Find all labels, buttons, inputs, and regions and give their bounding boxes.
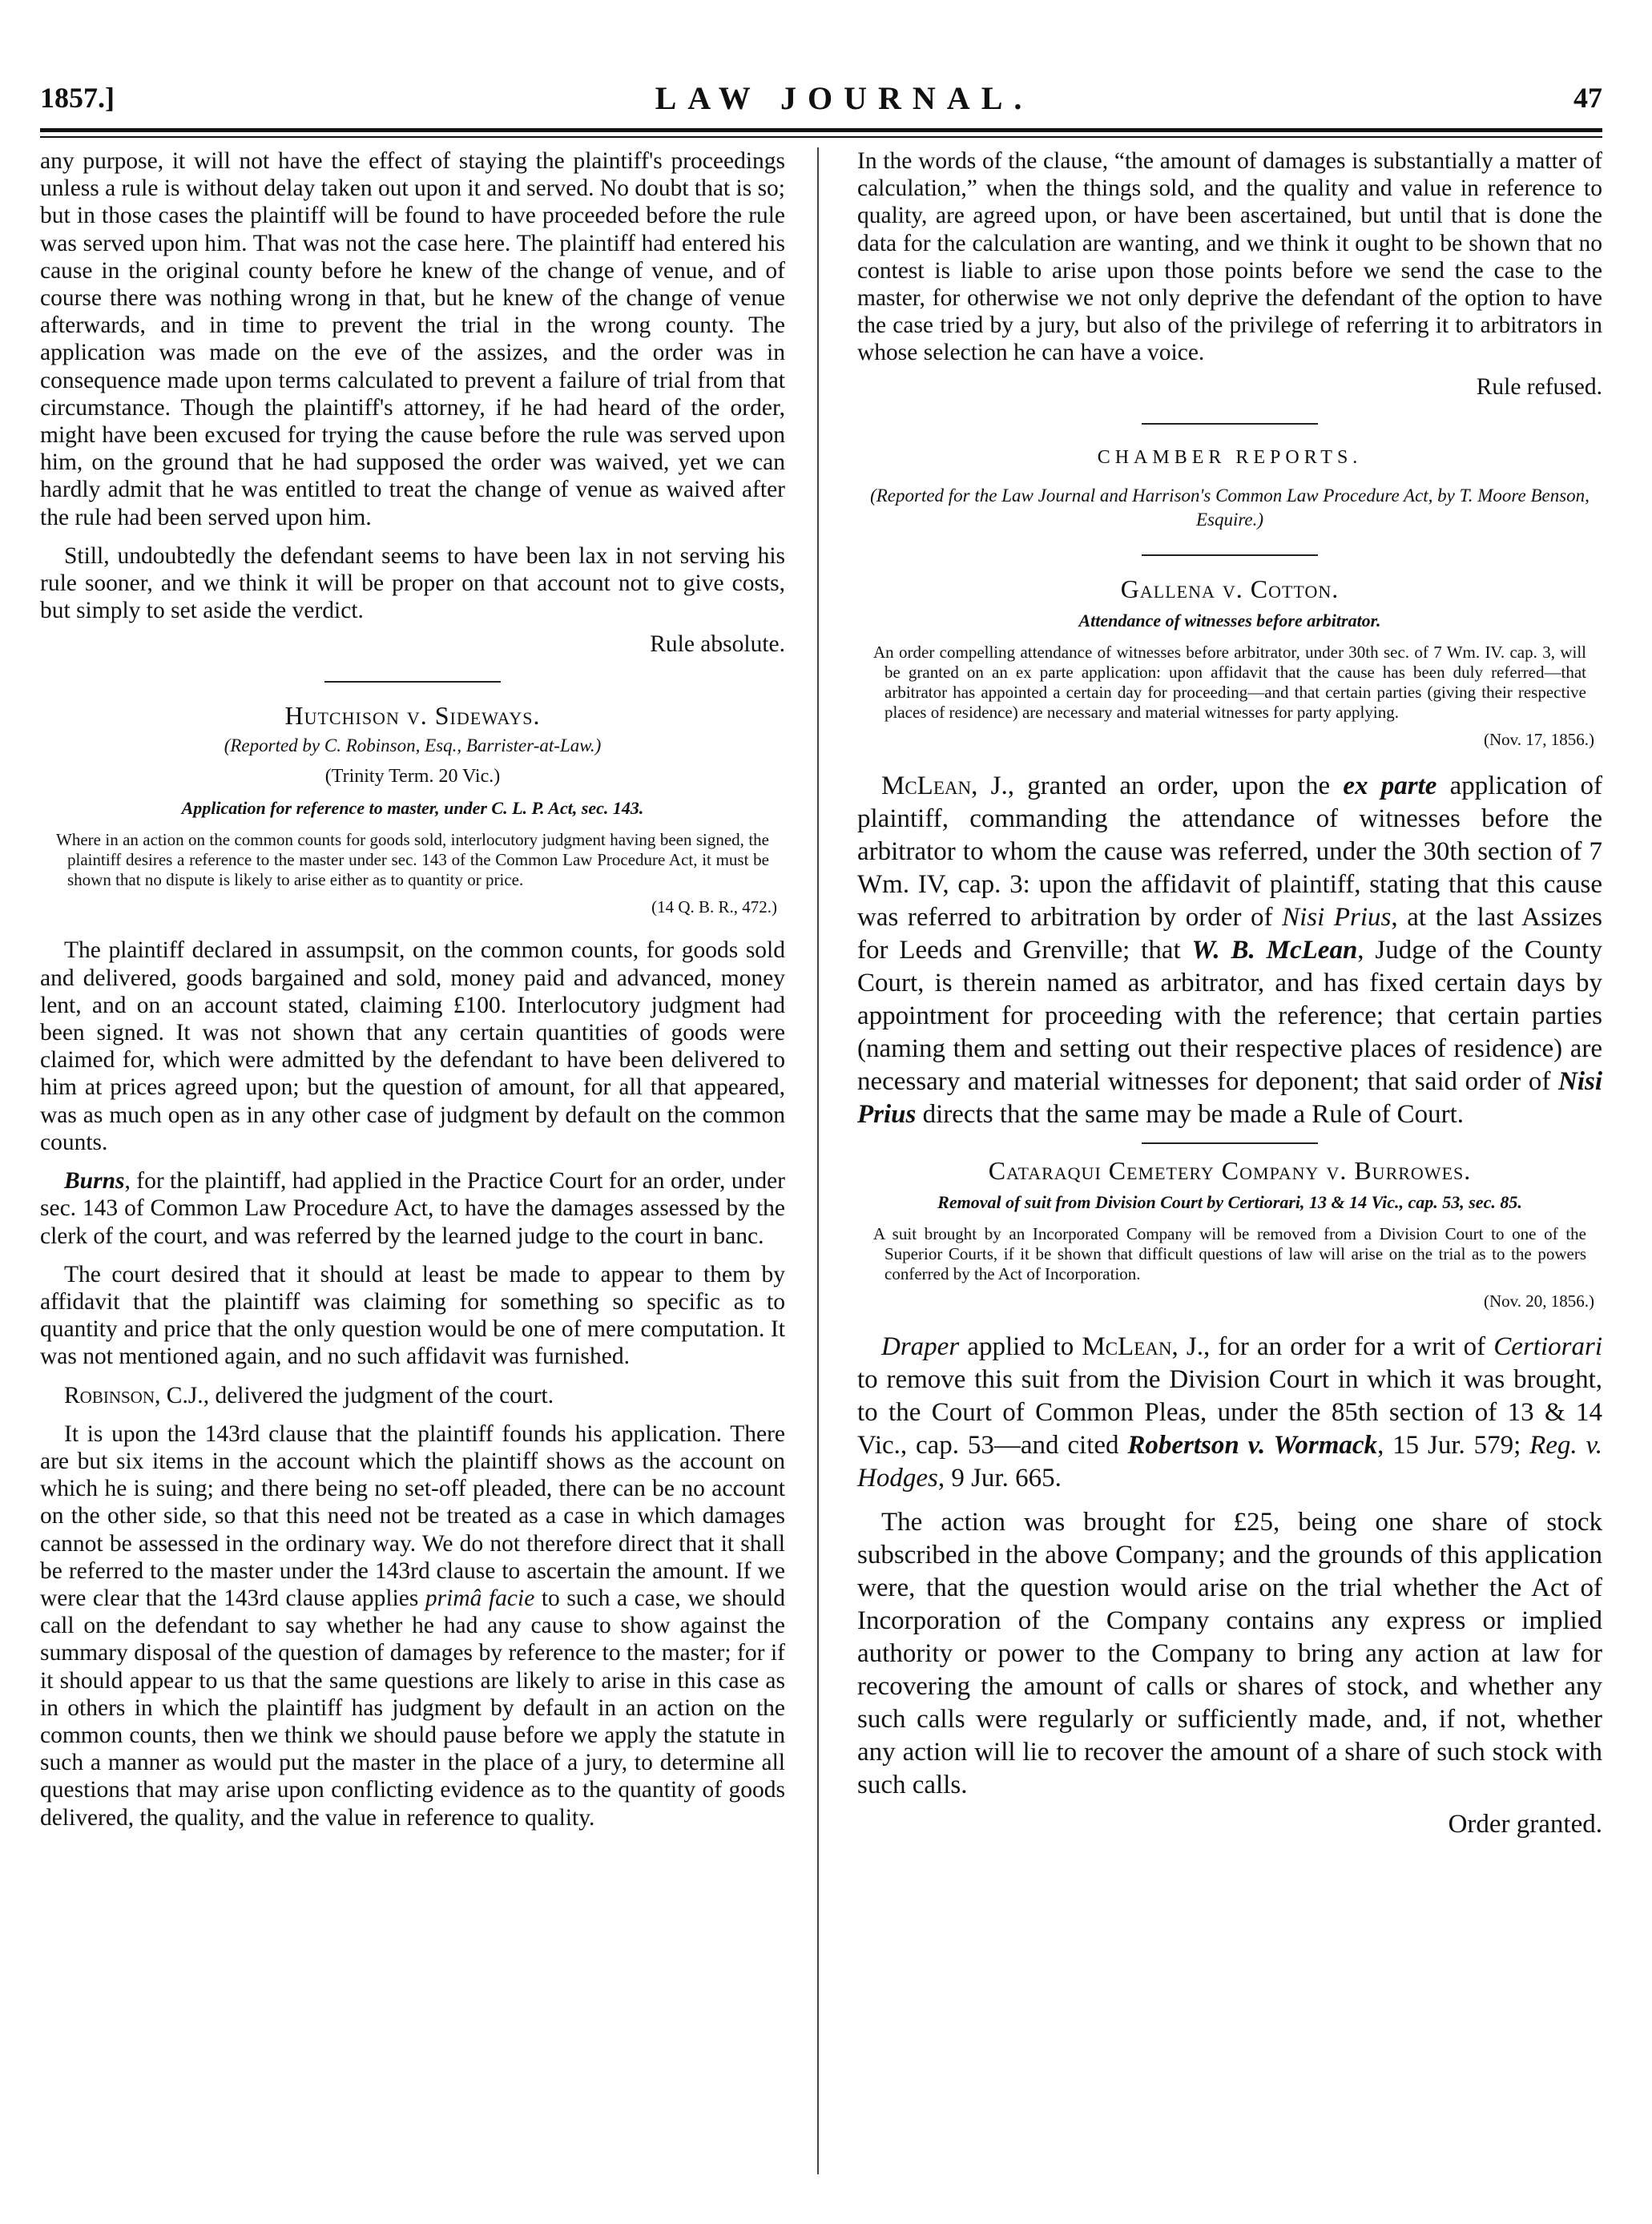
- headnote: An order compelling attendance of witnesses before arbitrator, under 30th sec. of 7 Wm. IV. cap. 3, will be granted on an ex parte application: upon affidavit that the cause has been duly referred—that arbitrator has appointed a certain day for proceeding—and that certain parties (giving their respective places of residence) are necessary and material witnesses for party applying.: [873, 643, 1586, 723]
- judge-name: McLean, J.: [881, 771, 1008, 800]
- paragraph: [857, 1331, 1602, 1495]
- headnote: A suit brought by an Incorporated Company will be removed from a Division Court to one of the Superior Courts, if it be shown that difficult questions of law will arise on the trial as to the powers conferred by the Act of Incorporation.: [873, 1224, 1586, 1284]
- paragraph: Still, undoubtedly the defendant seems to have been lax in not serving his rule sooner, and we think it will be proper on that account not to give costs, but simply to set aside the verdict.: [40, 542, 785, 624]
- paragraph-text: , granted an order, upon the: [1007, 771, 1344, 800]
- paragraph: The court desired that it should at least be made to appear to them by affidavit that the plaintiff was claiming for something so specific as to quantity and price that the only question would be one of mere computation. It was not mentioned again, and no such affidavit was furnished.: [40, 1261, 785, 1370]
- case-subject: Removal of suit from Division Court by Certiorari, 13 & 14 Vic., cap. 53, sec. 85.: [937, 1191, 1522, 1212]
- judge-name: McLean, J.: [1082, 1332, 1203, 1362]
- citation: (14 Q. B. R., 472.): [651, 897, 777, 917]
- counsel-name: Burns: [64, 1168, 125, 1195]
- paragraph-text: , Judge of the County Court, is therein named as arbitrator, and has fixed certain days by appointment for proceeding with the reference; that certain parties (naming them and setting out their respective places of residence) are necessary and material witnesses for deponent; that said order of: [857, 935, 1602, 1096]
- paragraph-text: application of plaintiff, commanding the attendance of witnesses before the arbitrator to whom the cause was referred, under the 30th section of 7 Wm. IV, cap. 3: upon the affidavit of plaintiff, stating that this cause was referred to arbitration by order of: [857, 771, 1603, 932]
- paragraph: The action was brought for £25, being one share of stock subscribed in the above Company; and the grounds of this application were, that the question would arise on the trial whether the Act of Incorporation of the Company contains any express or implied authority or power to the Company to bring any action at law for recovering the amount of calls or shares of stock, and whether any such calls were regularly or sufficiently made, and, if not, whether any action will lie to recover the amount of a share of such stock with such calls.: [857, 1508, 1602, 1800]
- column-divider: [817, 147, 819, 2174]
- case-subject: Attendance of witnesses before arbitrator.: [1078, 610, 1381, 631]
- latin-term: Nisi Prius: [1282, 902, 1392, 932]
- right-column: [857, 147, 1602, 1849]
- case-citation: Reg. v. Hodges: [857, 1431, 1602, 1493]
- headnote: Where in an action on the common counts for goods sold, interlocutory judgment having been signed, the plaintiff desires a reference to the master under sec. 143 of the Common Law Procedure Act, it must be shown that no dispute is likely to arise either as to quantity or price.: [56, 830, 769, 890]
- paragraph: [40, 1420, 785, 1831]
- person-name: W. B. McLean: [1191, 935, 1358, 965]
- case-subject: Application for reference to master, under C. L. P. Act, sec. 143.: [181, 798, 644, 819]
- judge-name: Robinson, C.J.: [64, 1382, 203, 1408]
- reporter-credit: (Reported for the Law Journal and Harrison's Common Law Procedure Act, by T. Moore Benson, Esquire.): [870, 485, 1590, 530]
- header-rule-thin: [40, 136, 1602, 138]
- latin-term: ex parte: [1343, 771, 1437, 800]
- paragraph: [40, 1382, 785, 1409]
- paragraph: [40, 1167, 785, 1250]
- paragraph: The plaintiff declared in assumpsit, on the common counts, for goods sold and delivered, goods bargained and sold, money paid and advanced, money lent, and on an account stated, claiming £100. Interlocutory judgment had been signed. It was not shown that any certain quantities of goods were claimed for, which were admitted by the defendant to have been delivered to him at prices agreed upon; but the question of amount, for all that appeared, was as much open as in any other case of judgment by default on the common counts.: [40, 937, 785, 1155]
- paragraph-text: It is upon the 143rd clause that the plaintiff founds his application. There are but six items in the account which the plaintiff shows as the account on which he is suing; and there being no set-off pleaded, there can be no account on the other side, so that this need not be treated as a case in which damages cannot be assessed in the ordinary way. We do not therefore direct that it shall be referred to the master under the 143rd clause to ascertain the amount. If we were clear that the 143rd clause applies: [40, 1420, 785, 1611]
- paragraph-text: directs that the same may be made a Rule of Court.: [916, 1099, 1464, 1129]
- header-rule-thick: [40, 128, 1602, 132]
- paragraph-text: , delivered the judgment of the court.: [203, 1382, 554, 1408]
- section-divider: [1142, 554, 1318, 556]
- paragraph-text: , 15 Jur. 579;: [1377, 1431, 1530, 1461]
- paragraph-text: applied to: [959, 1332, 1082, 1362]
- paragraph: any purpose, it will not have the effect of staying the plaintiff's proceedings unless a rule is without delay taken out upon it and served. No doubt that is so; but in those cases the plaintiff will be found to have proceeded before the rule was served upon him. That was not the case here. The plaintiff had entered his cause in the original county before he knew of the change of venue, and of course there was nothing wrong in that, but he knew of the change of venue afterwards, and in time to prevent the trial in the wrong county. The application was made on the eve of the assizes, and the order was in consequence made upon terms calculated to prevent a failure of trial from that circumstance. Though the plaintiff's attorney, if he had heard of the order, might have been excused for trying the cause before the rule was served upon him, on the ground that he had supposed the order was waived, yet we can hardly admit that he was entitled to treat the change of venue as waived after the rule had been served upon him.: [40, 148, 785, 530]
- term-note: (Trinity Term. 20 Vic.): [324, 765, 501, 787]
- latin-term: Certiorari: [1493, 1332, 1602, 1362]
- case-title: Gallena v. Cotton.: [1120, 574, 1340, 604]
- section-divider: [1142, 423, 1318, 425]
- ruling: Rule absolute.: [650, 631, 785, 658]
- section-title: CHAMBER REPORTS.: [1097, 446, 1363, 468]
- paragraph-text: , for the plaintiff, had applied in the Practice Court for an order, under sec. 143 of Common Law Procedure Act, to have the damages assessed by the clerk of the court, and was referred by the learned judge to the court in banc.: [40, 1168, 785, 1249]
- header-year: 1857.]: [40, 82, 115, 114]
- latin-term: primâ facie: [425, 1585, 535, 1611]
- page-header: [40, 74, 1602, 122]
- case-citation: Robertson v. Wormack: [1127, 1431, 1378, 1461]
- latin-term: Nisi Prius: [857, 1066, 1602, 1129]
- header-title: LAW JOURNAL.: [655, 79, 1034, 116]
- left-column: [40, 147, 785, 1843]
- counsel-name: Draper: [881, 1332, 960, 1362]
- ruling: Order granted.: [1448, 1810, 1602, 1839]
- case-title: Cataraqui Cemetery Company v. Burrowes.: [988, 1155, 1472, 1185]
- paragraph-text: , for an order for a writ of: [1203, 1332, 1494, 1362]
- citation: (Nov. 17, 1856.): [1483, 730, 1594, 750]
- paragraph-text: , 9 Jur. 665.: [937, 1464, 1062, 1493]
- citation: (Nov. 20, 1856.): [1483, 1291, 1594, 1311]
- header-page-number: 47: [1573, 82, 1602, 114]
- paragraph: In the words of the clause, “the amount of damages is substantially a matter of calculation,” when the things sold, and the quality and value in reference to quality, are agreed upon, or have been ascertained, but until that is done the data for the calculation are wanting, and we think it ought to be shown that no contest is liable to arise upon those points before we send the case to the master, for otherwise we not only deprive the defendant of the option to have the case tried by a jury, but also of the privilege of referring it to arbitrators in whose selection he can have a voice.: [857, 148, 1602, 366]
- section-divider: [324, 681, 501, 683]
- section-divider: [1142, 1142, 1318, 1144]
- paragraph-text: to such a case, we should call on the defendant to say whether he had any cause to show against the summary disposal of the question of damages by reference to the master; for if it should appear to us that the same questions are likely to arise in this case as in others in which the plaintiff has judgment by default in an action on the common counts, then we think we should pause before we apply the statute in such a manner as would put the master in the place of a jury, to determine all questions that may arise upon conflicting evidence as to the quantity of goods delivered, the quality, and the value in reference to quality.: [40, 1585, 785, 1831]
- reporter-credit: (Reported by C. Robinson, Esq., Barrister-at-Law.): [224, 735, 602, 755]
- paragraph: [857, 770, 1602, 1131]
- paragraph-text: to remove this suit from the Division Court in which it was brought, to the Court of Common Pleas, under the 85th section of 13 & 14 Vic., cap. 53—and cited: [857, 1365, 1602, 1461]
- case-title: Hutchison v. Sideways.: [284, 700, 541, 730]
- ruling: Rule refused.: [1476, 373, 1602, 400]
- paragraph-text: , at the last Assizes for Leeds and Grenville; that: [857, 902, 1602, 965]
